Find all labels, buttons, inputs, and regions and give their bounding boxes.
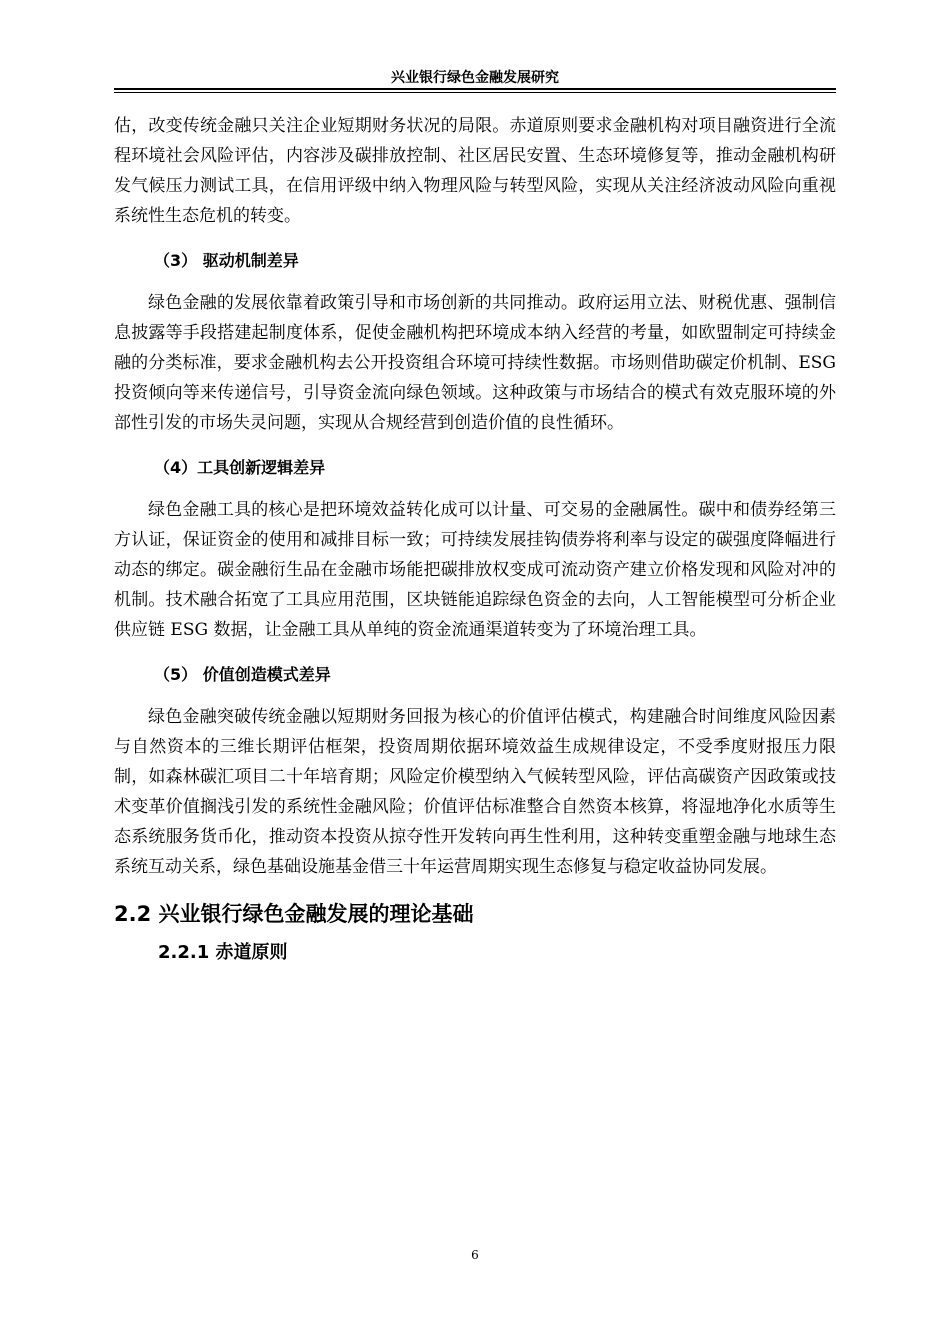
page-number: 6 [471,1248,479,1262]
paragraph-tool-innovation: 绿色金融工具的核心是把环境效益转化成可以计量、可交易的金融属性。碳中和债券经第三方认证，保证资金的使用和减排目标一致；可持续发展挂钩债券将利率与设定的碳强度降幅进行动态的绑定。碳金融衍生品在金融市场能把碳排放权变成可流动资产建立价格发现和风险对冲的机制。技术融合拓宽了工具应用范围，区块链能追踪绿色资金的去向，人工智能模型可分析企业供应链 ESG 数据，让金融工具从单纯的资金流通渠道转变为了环境治理工具。 [114,500,836,640]
running-header-title: 兴业银行绿色金融发展研究 [391,70,559,86]
header-divider-thin [114,92,836,93]
section-heading-driving-mechanism: （3） 驱动机制差异 [154,251,299,270]
section-heading-value-creation: （5） 价值创造模式差异 [154,665,331,684]
section-heading-2-2: 2.2 兴业银行绿色金融发展的理论基础 [114,902,474,926]
header-divider-thick [114,88,836,90]
section-heading-tool-innovation: （4）工具创新逻辑差异 [154,458,326,477]
paragraph-driving-mechanism: 绿色金融的发展依靠着政策引导和市场创新的共同推动。政府运用立法、财税优惠、强制信息披露等手段搭建起制度体系，促使金融机构把环境成本纳入经营的考量，如欧盟制定可持续金融的分类标准，要求金融机构去公开投资组合环境可持续性数据。市场则借助碳定价机制、ESG 投资倾向等来传递信号，引导资金流向绿色领域。这种政策与市场结合的模式有效克服环境的外部性引发的市场失灵问题，实现从合规经营到创造价值的良性循环。 [114,293,836,433]
paragraph-continuation: 估，改变传统金融只关注企业短期财务状况的局限。赤道原则要求金融机构对项目融资进行全流程环境社会风险评估，内容涉及碳排放控制、社区居民安置、生态环境修复等，推动金融机构研发气候压力测试工具，在信用评级中纳入物理风险与转型风险，实现从关注经济波动风险向重视系统性生态危机的转变。 [114,116,836,226]
paragraph-value-creation: 绿色金融突破传统金融以短期财务回报为核心的价值评估模式，构建融合时间维度风险因素与自然资本的三维长期评估框架，投资周期依据环境效益生成规律设定，不受季度财报压力限制，如森林碳汇项目二十年培育期；风险定价模型纳入气候转型风险，评估高碳资产因政策或技术变革价值搁浅引发的系统性金融风险；价值评估标准整合自然资本核算，将湿地净化水质等生态系统服务货币化，推动资本投资从掠夺性开发转向再生性利用，这种转变重塑金融与地球生态系统互动关系，绿色基础设施基金借三十年运营周期实现生态修复与稳定收益协同发展。 [114,707,836,877]
section-heading-2-2-1: 2.2.1 赤道原则 [158,942,288,963]
page-body [114,111,836,968]
